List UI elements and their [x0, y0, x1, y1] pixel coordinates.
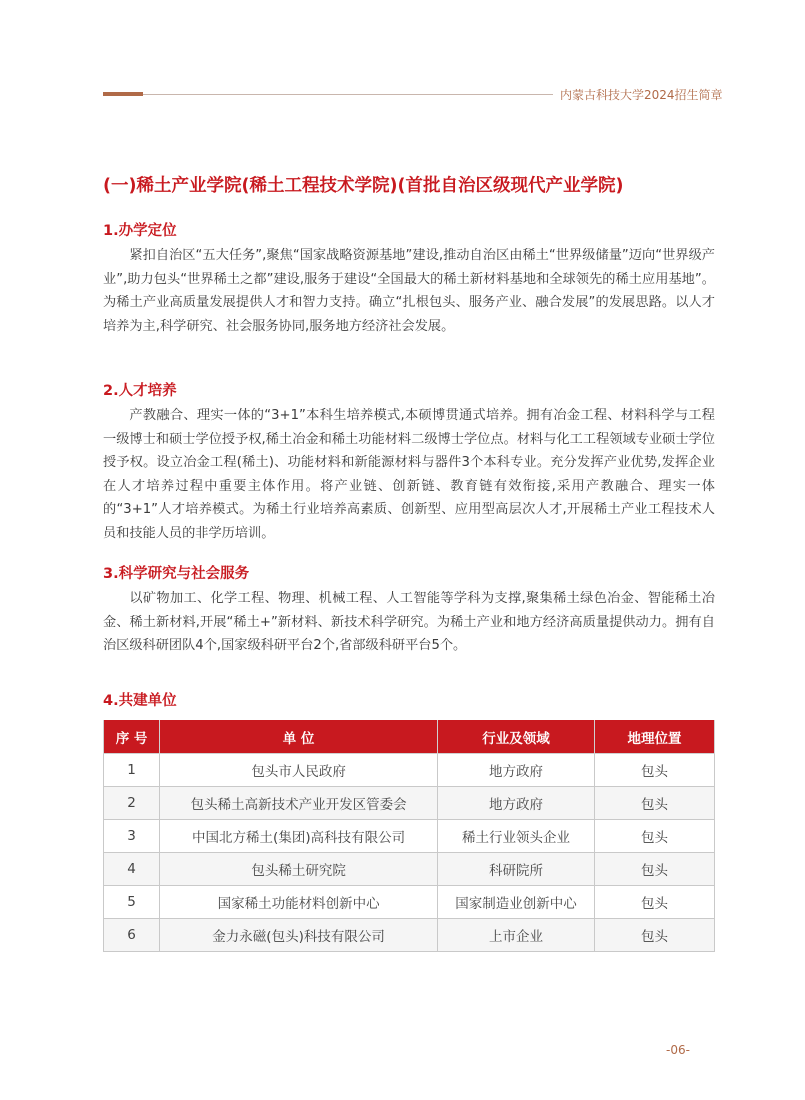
cell-industry: 上市企业: [437, 919, 594, 952]
table-header-row: [104, 720, 715, 754]
cell-industry: 地方政府: [437, 754, 594, 787]
cell-unit: 国家稀土功能材料创新中心: [160, 886, 438, 919]
cell-index: 6: [104, 919, 160, 952]
paragraph-talent: 产教融合、理实一体的“3+1”本科生培养模式,本硕博贯通式培养。拥有冶金工程、材料科学与工程一级博士和硕士学位授予权,稀土冶金和稀土功能材料二级博士学位点。材料与化工工程领域专业硕士学位授予权。设立冶金工程(稀土)、功能材料和新能源材料与器件3个本科专业。充分发挥产业优势,发挥企业在人才培养过程中重要主体作用。将产业链、创新链、教育链有效衔接,采用产教融合、理实一体的“3+1”人才培养模式。为稀土行业培养高素质、创新型、应用型高层次人才,开展稀土产业工程技术人员和技能人员的非学历培训。: [103, 408, 715, 541]
subsection-heading-talent: 2.人才培养: [103, 383, 177, 399]
table-row: [104, 754, 715, 787]
cell-location: 包头: [595, 919, 715, 952]
paragraph-research: 以矿物加工、化学工程、物理、机械工程、人工智能等学科为支撑,聚集稀土绿色冶金、智能稀土冶金、稀土新材料,开展“稀土+”新材料、新技术科学研究。为稀土产业和地方经济高质量提供动力。拥有自治区级科研团队4个,国家级科研平台2个,省部级科研平台5个。: [103, 591, 715, 654]
cell-unit: 包头稀土高新技术产业开发区管委会: [160, 787, 438, 820]
col-header-location: 地理位置: [595, 720, 715, 754]
cell-index: 4: [104, 853, 160, 886]
subsection-heading-partners: 4.共建单位: [103, 693, 177, 709]
cell-industry: 国家制造业创新中心: [437, 886, 594, 919]
cell-unit: 包头市人民政府: [160, 754, 438, 787]
col-header-index: 序 号: [104, 720, 160, 754]
cell-location: 包头: [595, 886, 715, 919]
cell-index: 3: [104, 820, 160, 853]
section-title: (一)稀土产业学院(稀土工程技术学院)(首批自治区级现代产业学院): [103, 176, 624, 196]
cell-unit: 中国北方稀土(集团)高科技有限公司: [160, 820, 438, 853]
cell-location: 包头: [595, 853, 715, 886]
col-header-unit: 单 位: [160, 720, 438, 754]
header-accent-bar: [103, 92, 143, 96]
table-row: [104, 886, 715, 919]
col-header-industry: 行业及领域: [437, 720, 594, 754]
table-row: [104, 853, 715, 886]
table-row: [104, 919, 715, 952]
header-rule: [103, 94, 553, 95]
cell-unit: 金力永磁(包头)科技有限公司: [160, 919, 438, 952]
table-row: [104, 787, 715, 820]
cell-index: 1: [104, 754, 160, 787]
subsection-heading-positioning: 1.办学定位: [103, 223, 177, 239]
cell-location: 包头: [595, 754, 715, 787]
cell-location: 包头: [595, 787, 715, 820]
cell-industry: 科研院所: [437, 853, 594, 886]
cell-index: 5: [104, 886, 160, 919]
subsection-heading-research: 3.科学研究与社会服务: [103, 566, 250, 582]
header-title: 内蒙古科技大学2024招生简章: [560, 88, 723, 102]
table-row: [104, 820, 715, 853]
paragraph-positioning: 紧扣自治区“五大任务”,聚焦“国家战略资源基地”建设,推动自治区由稀土“世界级储量”迈向“世界级产业”,助力包头“世界稀土之都”建设,服务于建设“全国最大的稀土新材料基地和全球领先的稀土应用基地”。为稀土产业高质量发展提供人才和智力支持。确立“扎根包头、服务产业、融合发展”的发展思路。以人才培养为主,科学研究、社会服务协同,服务地方经济社会发展。: [103, 248, 715, 334]
cell-industry: 稀土行业领头企业: [437, 820, 594, 853]
cell-unit: 包头稀土研究院: [160, 853, 438, 886]
page-number: -06-: [666, 1043, 690, 1057]
cell-location: 包头: [595, 820, 715, 853]
cell-industry: 地方政府: [437, 787, 594, 820]
partner-units-table: [103, 720, 715, 952]
cell-index: 2: [104, 787, 160, 820]
